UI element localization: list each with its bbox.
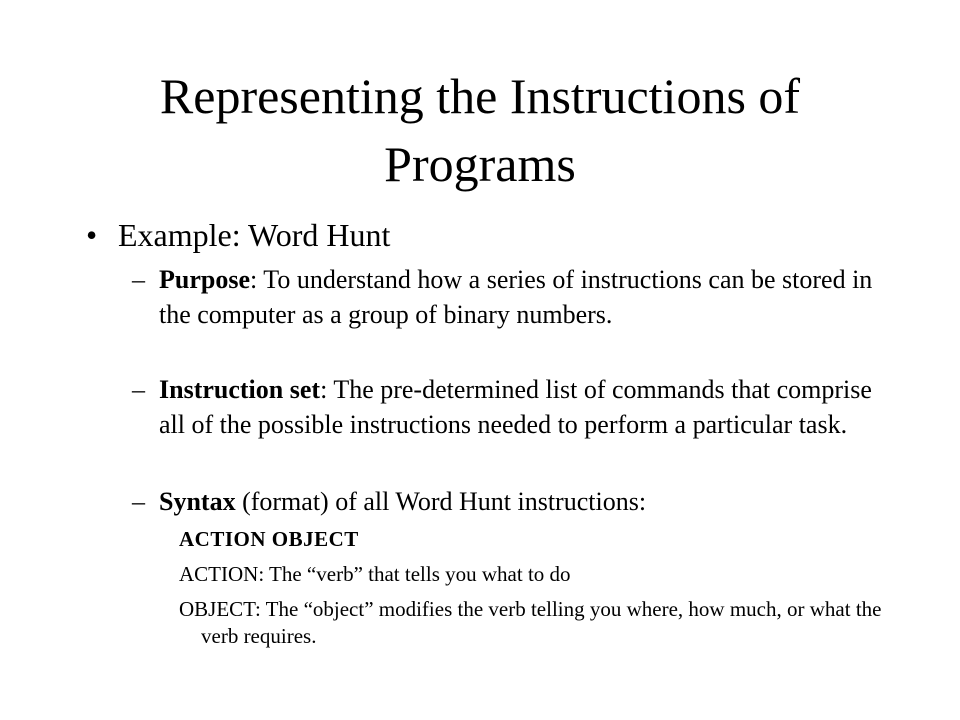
slide-title: Representing the Instructions of Programs — [159, 68, 801, 192]
dash-icon: – — [132, 375, 145, 404]
dash-icon: – — [132, 487, 145, 516]
purpose-term: Purpose — [159, 265, 250, 294]
bullet-example — [86, 213, 886, 257]
instruction-set-text: : The pre-determined list of commands that comprise all of the possible instructions needed to perform a particular task. — [159, 375, 872, 439]
bullet-icon: • — [86, 217, 98, 253]
sub-item-purpose — [132, 262, 899, 332]
bullet-example-text: Example: Word Hunt — [118, 217, 391, 253]
action-definition: ACTION: The “verb” that tells you what to do — [179, 562, 571, 586]
syntax-form: ACTION OBJECT — [179, 527, 359, 551]
syntax-term: Syntax — [159, 487, 236, 516]
object-definition: OBJECT: The “object” modifies the verb telling you where, how much, or what the verb requires. — [179, 597, 882, 648]
sub-item-syntax — [132, 484, 899, 519]
purpose-text: : To understand how a series of instructions can be stored in the computer as a group of binary numbers. — [159, 265, 873, 329]
sub-item-instruction-set — [132, 372, 899, 442]
syntax-text: (format) of all Word Hunt instructions: — [235, 487, 647, 516]
instruction-set-term: Instruction set — [159, 375, 321, 404]
dash-icon: – — [132, 265, 145, 294]
